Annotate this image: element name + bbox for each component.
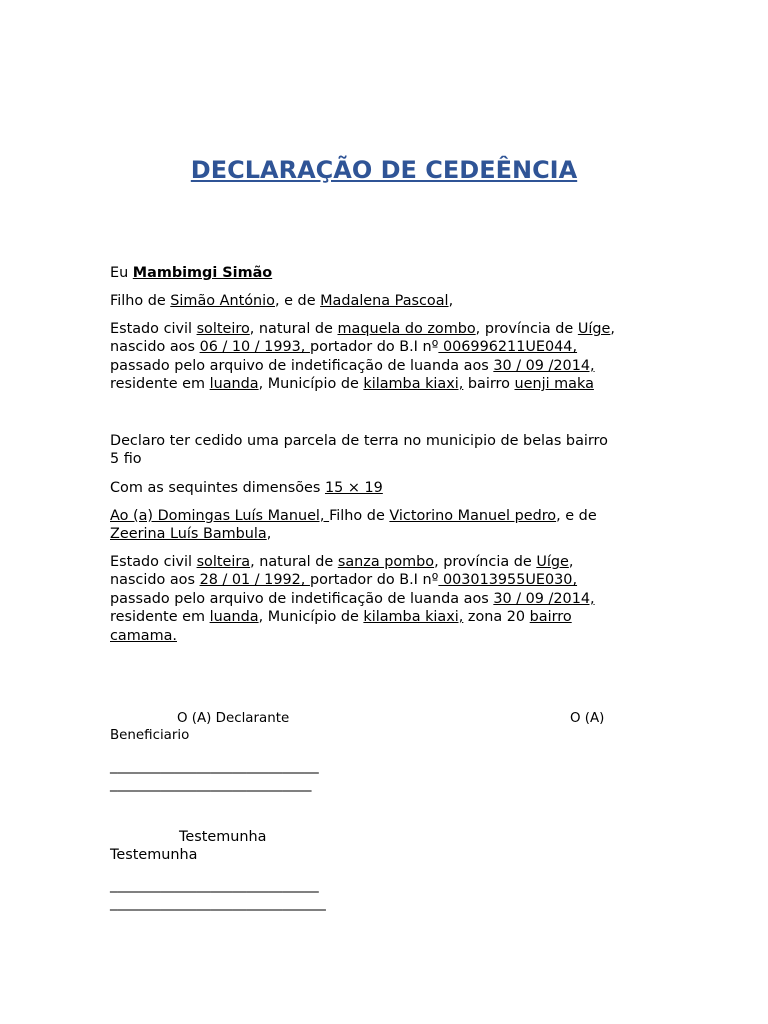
dimensions-line: Com as sequintes dimensões 15 × 19 — [110, 480, 383, 496]
testemunha-label-2: Testemunha — [110, 847, 198, 863]
declaration-paragraph: Declaro ter cedido uma parcela de terra no municipio de belas bairro 5 fio — [110, 433, 608, 468]
signature-line-testemunha-2: ______________________________ — [110, 895, 326, 911]
testemunha-label-1: Testemunha — [179, 829, 267, 845]
beneficiary-name-paragraph: Ao (a) Domingas Luís Manuel, Filho de Victorino Manuel pedro, e de Zeerina Luís Bambula, — [110, 508, 597, 543]
declarant-name-line: Eu Mambimgi Simão — [110, 265, 273, 281]
declarant-parents-line: Filho de Simão António, e de Madalena Pascoal, — [110, 293, 454, 309]
beneficiario-label-2: Beneficiario — [110, 728, 190, 743]
beneficiary-details-paragraph: Estado civil solteira, natural de sanza pombo, província de Uíge, nascido aos 28 / 01 / 1992, portador do B.I nº 003013955UE030, passado pelo arquivo de indetificação de luanda aos 30 / 09 /2014, residente em luanda, Município de kilamba kiaxi, zona 20 bairro camama. — [110, 554, 595, 644]
beneficiary-name: Ao (a) Domingas Luís Manuel, — [110, 508, 330, 524]
signature-line-beneficiario: ____________________________ — [110, 776, 312, 792]
declarant-father: Simão António — [170, 293, 275, 309]
declarante-label: O (A) Declarante — [177, 711, 290, 726]
dimensions-value: 15 × 19 — [324, 480, 383, 496]
document-title: DECLARAÇÃO DE CEDEÊNCIA — [190, 156, 578, 184]
signature-line-declarante: _____________________________ — [110, 758, 319, 774]
signature-line-testemunha-1: _____________________________ — [110, 877, 319, 893]
declarant-details-paragraph: Estado civil solteiro, natural de maquela do zombo, província de Uíge, nascido aos 06 / 10 / 1993, portador do B.I nº 006996211UE044, passado pelo arquivo de indetificação de luanda aos 30 / 09 /2014, residente em luanda, Município de kilamba kiaxi, bairro uenji maka — [110, 321, 615, 393]
declarant-name: Mambimgi Simão — [132, 265, 273, 281]
declarant-mother: Madalena Pascoal — [320, 293, 449, 309]
beneficiario-label-1: O (A) — [570, 711, 605, 726]
